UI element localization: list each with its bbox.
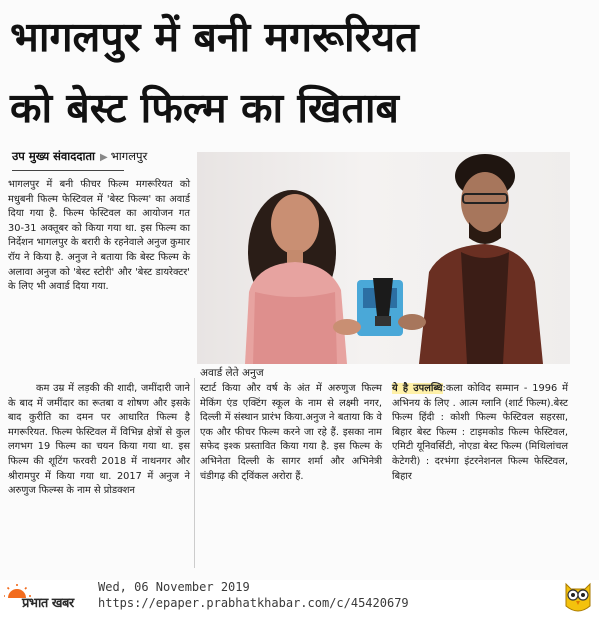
article-column-1-top	[8, 178, 190, 295]
logo-text: प्रभात खबर	[22, 596, 74, 611]
epaper-url[interactable]: https://epaper.prabhatkhabar.com/c/45420679	[98, 596, 409, 610]
award-photo	[197, 152, 570, 364]
paragraph-1: भागलपुर में बनी फीचर फिल्म मगरूरियत को मधुबनी फिल्म फेस्टिवल में 'बेस्ट फिल्म' का अवार्ड दिया गया है. फिल्म फेस्टिवल का आयोजन गत 30-31 अक्तूबर को किया गया था. इस फिल्म का निर्देशन भागलपुर के बरारी के रहनेवाले अनुज कुमार रॉय ने किया है. अनुज ने बताया कि बेस्ट फिल्म के अलावा अनुज को 'बेस्ट स्टोरी' और 'बेस्ट डायरेक्टर' के लिए भी अवार्ड दिया गया.	[8, 179, 190, 293]
paragraph-2: कम उम्र में लड़की की शादी, जमींदारी जाने के बाद में जमींदार का रूतबा व शोषण और इसके बाद कुरीति का दमन पर आधारित फिल्म है मगरूरियत. फिल्म फेस्टिवल में विभिन्न क्षेत्रों से कुल लगभग 19 फिल्म का चयन किया गया था. इस फिल्म की शूटिंग फरवरी 2018 में नाथनगर और श्रीरामपुर में किया गया था. 2017 में अनुज ने अरुणुज फिल्म्स के नाम से प्रोडक्शन	[8, 383, 190, 497]
byline-rule	[12, 170, 124, 171]
award-photo-illustration	[197, 152, 570, 364]
owl-icon	[562, 578, 594, 614]
article-column-1-bottom	[8, 382, 190, 499]
achievements-highlight: ये है उपलब्धि	[392, 383, 443, 394]
paragraph-3: स्टार्ट किया और वर्ष के अंत में अरुणुज फिल्म मेकिंग एंड एक्टिंग स्कूल के नाम से लक्ष्मी नगर, दिल्ली में संस्थान प्रारंभ किया.अनुज ने बताया कि वे एक और फीचर फिल्म करने जा रहे हैं. इसका नाम सफेद इश्क प्रस्तावित किया गया है. इस फिल्म के अभिनेता दिल्ली के सागर शर्मा और अभिनेत्री चंडीगढ़ की ट्विंकल अरोरा हैं.	[200, 383, 382, 482]
byline-author: उप मुख्य संवाददाता	[12, 149, 95, 163]
byline-place: भागलपुर	[110, 149, 148, 163]
edition-date: Wed, 06 November 2019	[98, 580, 250, 594]
triangle-icon: ▶	[100, 152, 108, 163]
byline	[12, 149, 147, 164]
headline-line-2: को बेस्ट फिल्म का खिताब	[10, 84, 399, 132]
headline-line-1: भागलपुर में बनी मगरूरियत	[10, 13, 419, 61]
column-divider	[194, 378, 195, 568]
article-column-2	[200, 382, 382, 484]
article-column-3	[392, 382, 568, 484]
photo-caption: अवार्ड लेते अनुज	[200, 367, 264, 379]
achievements-paragraph	[392, 382, 568, 484]
achievements-text: :कला कोविद सम्मान - 1996 में अभिनय के लिए . आत्म ग्लानि (शार्ट फिल्म).बेस्ट फिल्म हिंदी : कोशी फिल्म फेस्टिवल सहरसा, बिहार बेस्ट फिल्म : टाइमकोड फिल्म फेस्टिवल, एमिटी यूनिवर्सिटी, नोएडा बेस्ट फिल्म (मिथिलांचल केटेगरी) : दरभंगा इंटरनेशनल फिल्म फेस्टिवल, बिहार	[392, 383, 569, 482]
